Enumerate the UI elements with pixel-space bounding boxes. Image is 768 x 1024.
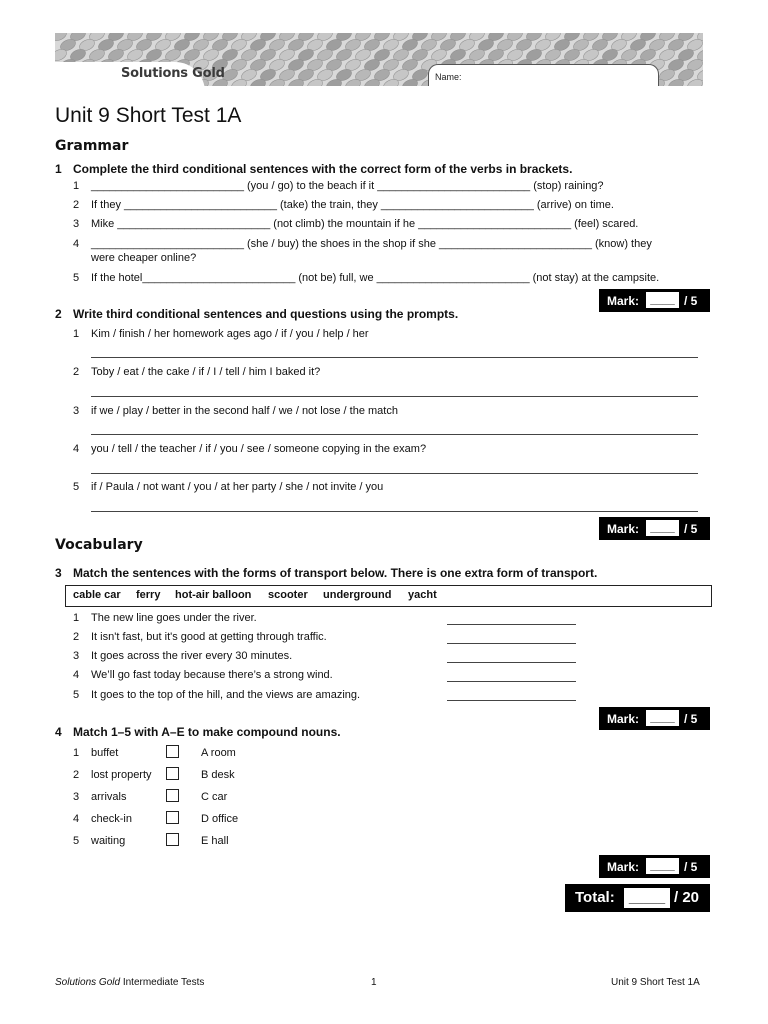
q3-item: [73, 631, 327, 643]
q4-item-left: [73, 769, 152, 781]
name-label: Name:: [435, 72, 462, 82]
q1-item[interactable]: [73, 199, 614, 211]
q4-item-left: [73, 835, 125, 847]
total-label: Total:: [575, 889, 615, 906]
item-text: if we / play / better in the second half / we / not lose / the match: [91, 405, 398, 417]
q2-answer-line[interactable]: [91, 434, 698, 435]
q4-text: Match 1–5 with A–E to make compound nouns.: [73, 725, 341, 739]
item-number: 4: [73, 443, 80, 455]
mark-input[interactable]: ____: [646, 858, 679, 874]
item-number: 3: [73, 791, 80, 803]
q2-answer-line[interactable]: [91, 357, 698, 358]
footer-right: Unit 9 Short Test 1A: [611, 977, 700, 988]
q3-answer-line[interactable]: [447, 681, 576, 682]
item-number: 4: [73, 669, 80, 681]
word-bank-item: cable car: [73, 589, 121, 601]
mark-total: / 5: [684, 712, 698, 726]
q4-item-left: [73, 791, 126, 803]
item-text: The new line goes under the river.: [91, 612, 257, 624]
name-field[interactable]: [428, 64, 659, 86]
header-banner: [55, 33, 703, 86]
q3-item: [73, 669, 333, 681]
q2-instruction: [55, 307, 458, 321]
footer-series: Solutions Gold: [55, 977, 121, 988]
word-bank-item: ferry: [136, 589, 161, 601]
q2-answer-line[interactable]: [91, 511, 698, 512]
item-text: arrivals: [91, 791, 127, 803]
item-number: 5: [73, 689, 80, 701]
page-title: Unit 9 Short Test 1A: [55, 104, 242, 127]
item-text: buffet: [91, 747, 119, 759]
q4-checkbox[interactable]: [166, 745, 179, 758]
item-text: if / Paula / not want / you / at her party / she / not invite / you: [91, 481, 384, 493]
q1-instruction: [55, 162, 572, 176]
item-text: _________________________ (you / go) to the beach if it _________________________ (stop) raining?: [91, 180, 604, 192]
footer-left: [55, 977, 204, 988]
q1-item[interactable]: [73, 218, 638, 230]
q1-mark-box: [599, 289, 710, 312]
vocabulary-heading: Vocabulary: [55, 537, 143, 553]
item-text: lost property: [91, 769, 152, 781]
q4-item-right: A room: [201, 747, 236, 759]
mark-total: / 5: [684, 294, 698, 308]
item-number: 2: [73, 769, 80, 781]
q4-item-right: D office: [201, 813, 239, 825]
q2-text: Write third conditional sentences and questions using the prompts.: [73, 307, 459, 321]
q4-item-right: E hall: [201, 835, 229, 847]
q2-mark-box: [599, 517, 710, 540]
item-text: waiting: [91, 835, 126, 847]
item-number: 3: [73, 405, 80, 417]
item-number: 1: [73, 328, 80, 340]
q2-prompt: [73, 328, 369, 340]
q3-text: Match the sentences with the forms of transport below. There is one extra form of transport.: [73, 566, 598, 580]
item-text: If they _________________________ (take) the train, they _________________________ (arrive) on time.: [91, 199, 614, 211]
q3-answer-line[interactable]: [447, 624, 576, 625]
mark-label: Mark:: [607, 294, 640, 308]
word-bank-item: scooter: [268, 589, 308, 601]
q4-instruction: [55, 725, 341, 739]
page-number: 1: [371, 977, 377, 988]
mark-input[interactable]: ____: [646, 520, 679, 536]
mark-label: Mark:: [607, 860, 640, 874]
q3-instruction: [55, 566, 597, 580]
mark-total: / 5: [684, 860, 698, 874]
item-number: 1: [73, 612, 80, 624]
total-box: [565, 884, 710, 912]
item-text: Toby / eat / the cake / if / I / tell / him I baked it?: [91, 366, 321, 378]
q3-answer-line[interactable]: [447, 700, 576, 701]
item-number: 4: [73, 238, 80, 250]
item-number: 5: [73, 272, 80, 284]
item-text: It isn't fast, but it's good at getting through traffic.: [91, 631, 327, 643]
mark-label: Mark:: [607, 712, 640, 726]
item-text: It goes to the top of the hill, and the views are amazing.: [91, 689, 361, 701]
total-denominator: / 20: [674, 889, 700, 906]
q2-answer-line[interactable]: [91, 396, 698, 397]
word-bank-item: hot-air balloon: [175, 589, 252, 601]
mark-total: / 5: [684, 522, 698, 536]
q1-item-continuation: were cheaper online?: [91, 252, 197, 264]
q1-text: Complete the third conditional sentences with the correct form of the verbs in brackets.: [73, 162, 573, 176]
item-number: 5: [73, 481, 80, 493]
brand-logo: Solutions Gold: [121, 66, 225, 81]
q1-number: 1: [55, 162, 62, 176]
q3-item: [73, 689, 360, 701]
q2-answer-line[interactable]: [91, 473, 698, 474]
item-text: It goes across the river every 30 minutes.: [91, 650, 293, 662]
q4-checkbox[interactable]: [166, 789, 179, 802]
item-text: Mike _________________________ (not climb) the mountain if he _________________________ (feel) scared.: [91, 218, 639, 230]
q3-item: [73, 612, 257, 624]
mark-input[interactable]: ____: [646, 710, 679, 726]
item-number: 1: [73, 180, 80, 192]
item-number: 3: [73, 650, 80, 662]
q1-item[interactable]: [73, 238, 652, 250]
q3-answer-line[interactable]: [447, 662, 576, 663]
mark-input[interactable]: ____: [646, 292, 679, 308]
q2-prompt: [73, 405, 398, 417]
item-text: _________________________ (she / buy) the shoes in the shop if she _________________________ (know) they: [91, 238, 652, 250]
item-text: We’ll go fast today because there’s a strong wind.: [91, 669, 333, 681]
item-number: 3: [73, 218, 80, 230]
mark-label: Mark:: [607, 522, 640, 536]
q2-number: 2: [55, 307, 62, 321]
q4-checkbox[interactable]: [166, 833, 179, 846]
q3-number: 3: [55, 566, 62, 580]
item-number: 5: [73, 835, 80, 847]
q1-item[interactable]: [73, 180, 604, 192]
q4-item-left: [73, 747, 118, 759]
word-bank: [65, 585, 712, 607]
q3-mark-box: [599, 707, 710, 730]
q4-item-right: B desk: [201, 769, 235, 781]
q4-number: 4: [55, 725, 62, 739]
q1-item[interactable]: [73, 272, 659, 284]
item-number: 4: [73, 813, 80, 825]
item-number: 2: [73, 631, 80, 643]
word-bank-item: underground: [323, 589, 392, 601]
q4-item-left: [73, 813, 132, 825]
total-input[interactable]: _____: [624, 888, 670, 908]
q2-prompt: [73, 443, 426, 455]
q2-prompt: [73, 366, 320, 378]
grammar-heading: Grammar: [55, 138, 129, 154]
q3-item: [73, 650, 292, 662]
item-number: 1: [73, 747, 80, 759]
q4-item-right: C car: [201, 791, 228, 803]
word-bank-item: yacht: [408, 589, 437, 601]
item-text: Kim / finish / her homework ages ago / if / you / help / her: [91, 328, 369, 340]
q4-checkbox[interactable]: [166, 767, 179, 780]
q2-prompt: [73, 481, 383, 493]
item-number: 2: [73, 199, 80, 211]
item-text: If the hotel_________________________ (not be) full, we _________________________ (not stay) at the campsite.: [91, 272, 660, 284]
q3-answer-line[interactable]: [447, 643, 576, 644]
item-number: 2: [73, 366, 80, 378]
item-text: you / tell / the teacher / if / you / see / someone copying in the exam?: [91, 443, 427, 455]
q4-checkbox[interactable]: [166, 811, 179, 824]
footer-book: Intermediate Tests: [120, 977, 205, 988]
q4-mark-box: [599, 855, 710, 878]
item-text: check-in: [91, 813, 132, 825]
